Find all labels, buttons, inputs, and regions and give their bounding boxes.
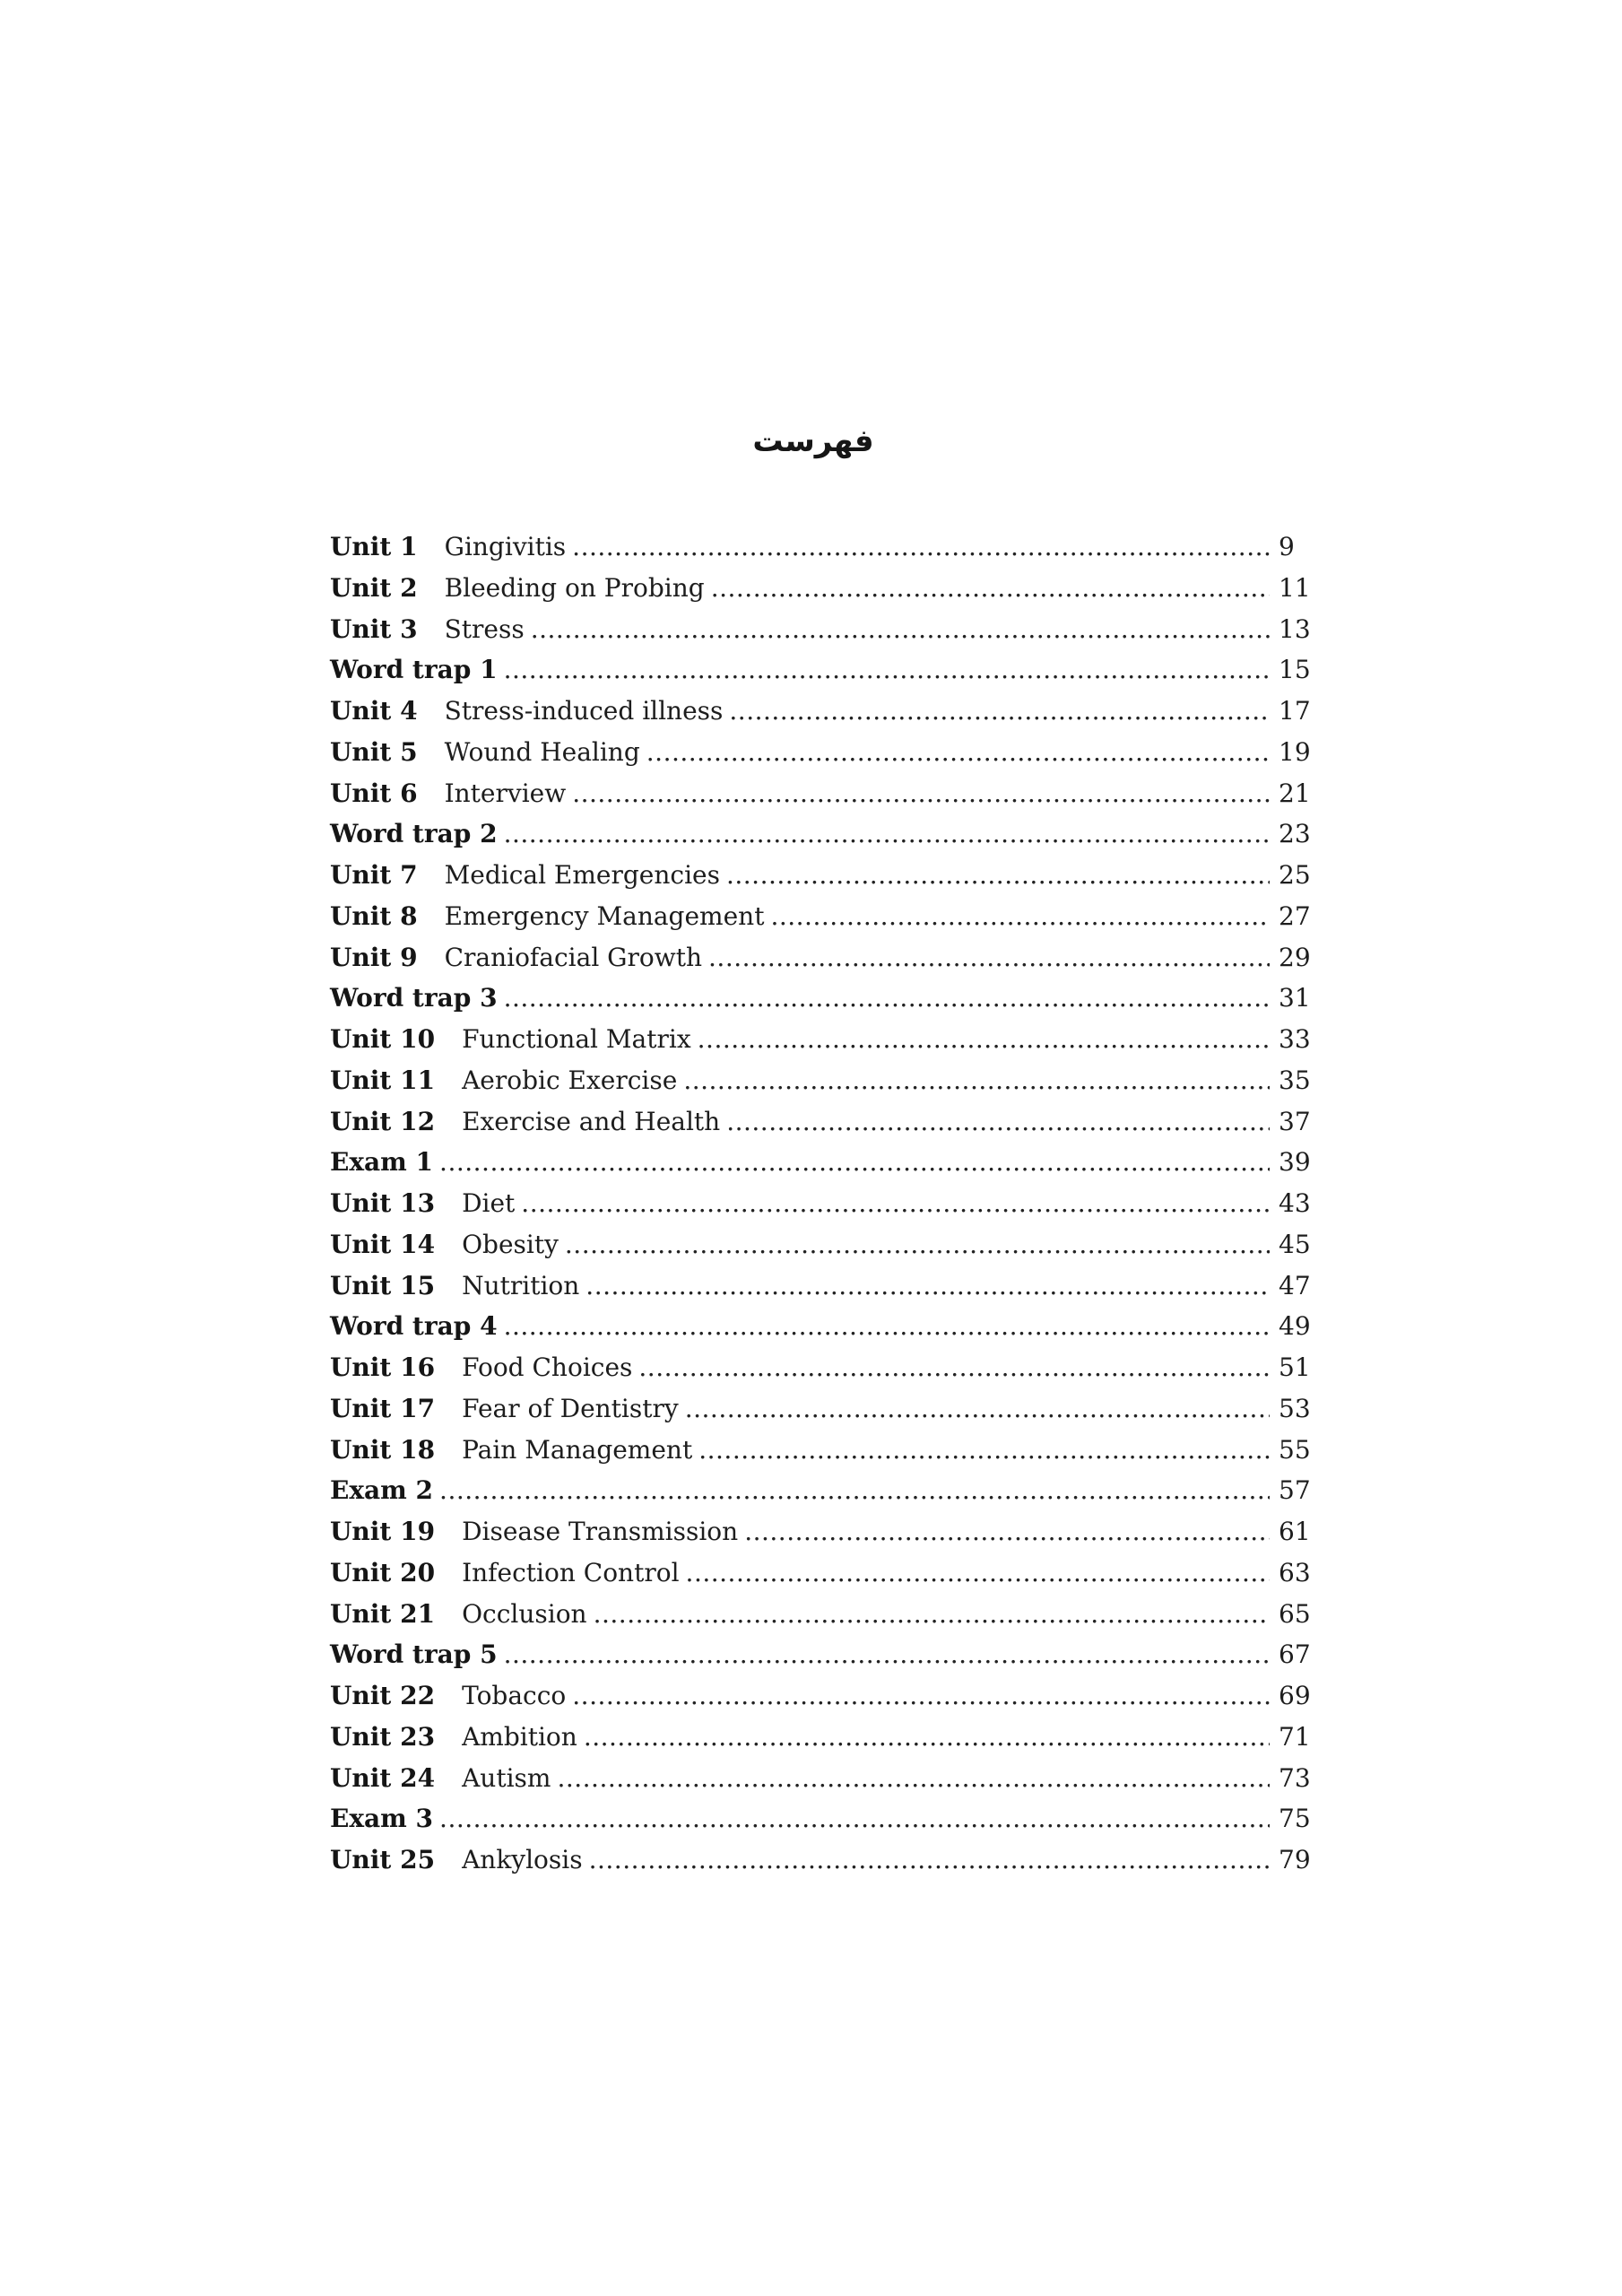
toc-entry [330, 1511, 1314, 1552]
entry-label: Word trap 4 [330, 1311, 498, 1342]
entry-label: Unit 13 [330, 1188, 436, 1218]
entry-title: Stress [444, 613, 525, 644]
dot-leader [708, 937, 1270, 978]
entry-label: Unit 4 [330, 696, 418, 726]
dot-leader [685, 1388, 1270, 1430]
entry-label: Unit 19 [330, 1517, 436, 1546]
dot-leader [726, 855, 1270, 896]
entry-label: Unit 5 [330, 736, 418, 767]
entry-label: Unit 22 [330, 1681, 436, 1710]
toc-entry [330, 1594, 1314, 1635]
entry-label: Unit 20 [330, 1557, 436, 1587]
dot-leader [589, 1839, 1270, 1881]
entry-title: Bleeding on Probing [444, 572, 705, 603]
entry-label: Unit 8 [330, 900, 418, 931]
dot-leader [504, 1634, 1270, 1675]
entry-title: Stress-induced illness [444, 696, 724, 726]
toc-entry [330, 1634, 1314, 1675]
toc-entry [330, 1552, 1314, 1594]
toc-entry [330, 1142, 1314, 1183]
page-title: فهرست [752, 423, 874, 459]
entry-title: Pain Management [462, 1434, 693, 1465]
entry-title: Infection Control [462, 1557, 680, 1587]
entry-title: Interview [444, 778, 567, 808]
dot-leader [531, 609, 1270, 650]
entry-page-number: 9 [1279, 532, 1295, 561]
toc-entry [330, 568, 1314, 609]
toc-entry [330, 1430, 1314, 1471]
entry-page-number: 71 [1279, 1721, 1311, 1752]
dot-leader [521, 1183, 1270, 1224]
entry-page-number: 57 [1279, 1475, 1311, 1506]
toc-entry [330, 1019, 1314, 1060]
entry-page-number: 21 [1279, 778, 1311, 808]
entry-label: Word trap 1 [330, 655, 498, 685]
entry-title: Disease Transmission [462, 1517, 739, 1546]
entry-page-number: 51 [1279, 1352, 1311, 1382]
toc-entry [330, 691, 1314, 732]
entry-title: Occlusion [462, 1598, 587, 1629]
entry-title: Diet [462, 1188, 516, 1218]
entry-page-number: 67 [1279, 1639, 1311, 1670]
entry-label: Unit 6 [330, 778, 418, 808]
entry-page-number: 31 [1279, 983, 1311, 1013]
entry-page-number: 73 [1279, 1762, 1311, 1793]
entry-page-number: 25 [1279, 860, 1311, 890]
entry-page-number: 69 [1279, 1681, 1311, 1710]
entry-title: Wound Healing [444, 736, 640, 767]
toc-entry [330, 1060, 1314, 1101]
toc-entry [330, 1470, 1314, 1511]
entry-title: Medical Emergencies [444, 860, 720, 890]
entry-page-number: 45 [1279, 1229, 1311, 1259]
toc-entry [330, 1758, 1314, 1799]
dot-leader [504, 978, 1270, 1019]
entry-page-number: 37 [1279, 1106, 1311, 1136]
dot-leader [504, 649, 1270, 691]
dot-leader [584, 1717, 1270, 1758]
entry-title: Aerobic Exercise [462, 1065, 678, 1095]
toc-entry [330, 732, 1314, 773]
entry-title: Nutrition [462, 1270, 580, 1300]
entry-label: Unit 17 [330, 1393, 436, 1423]
dot-leader [698, 1430, 1270, 1471]
toc-entry [330, 978, 1314, 1019]
entry-title: Ambition [462, 1721, 577, 1752]
entry-page-number: 19 [1279, 736, 1311, 767]
entry-page-number: 29 [1279, 942, 1311, 972]
dot-leader [744, 1511, 1270, 1552]
entry-title: Food Choices [462, 1352, 633, 1382]
dot-leader [638, 1347, 1270, 1388]
toc-entry [330, 1101, 1314, 1143]
entry-title: Emergency Management [444, 900, 765, 931]
entry-label: Word trap 3 [330, 983, 498, 1013]
entry-page-number: 35 [1279, 1065, 1311, 1095]
entry-page-number: 65 [1279, 1598, 1311, 1629]
entry-label: Exam 3 [330, 1804, 434, 1834]
dot-leader [565, 1224, 1270, 1265]
toc-entry [330, 1717, 1314, 1758]
entry-page-number: 75 [1279, 1804, 1311, 1834]
toc-entry [330, 526, 1314, 568]
entry-title: Gingivitis [444, 532, 567, 561]
entry-label: Unit 18 [330, 1434, 436, 1465]
entry-title: Tobacco [462, 1681, 567, 1710]
entry-label: Unit 21 [330, 1598, 436, 1629]
entry-page-number: 17 [1279, 696, 1311, 726]
toc-entry [330, 855, 1314, 896]
toc-entry [330, 773, 1314, 814]
entry-label: Exam 2 [330, 1475, 434, 1506]
dot-leader [729, 691, 1270, 732]
entry-page-number: 63 [1279, 1557, 1311, 1587]
toc-entry [330, 1388, 1314, 1430]
entry-title: Obesity [462, 1229, 559, 1259]
entry-page-number: 11 [1279, 572, 1311, 603]
toc-entry [330, 1347, 1314, 1388]
entry-label: Unit 7 [330, 860, 418, 890]
entry-label: Unit 1 [330, 532, 418, 561]
entry-label: Unit 10 [330, 1024, 436, 1054]
entry-title: Exercise and Health [462, 1106, 721, 1136]
toc-entry [330, 1183, 1314, 1224]
dot-leader [572, 773, 1270, 814]
entry-title: Craniofacial Growth [444, 942, 703, 972]
dot-leader [572, 526, 1270, 568]
entry-label: Exam 1 [330, 1147, 434, 1178]
dot-leader [594, 1594, 1270, 1635]
toc-entry [330, 937, 1314, 978]
entry-page-number: 15 [1279, 655, 1311, 685]
entry-title: Ankylosis [462, 1845, 583, 1874]
entry-page-number: 49 [1279, 1311, 1311, 1342]
entry-label: Unit 16 [330, 1352, 436, 1382]
entry-page-number: 53 [1279, 1393, 1311, 1423]
dot-leader [557, 1758, 1270, 1799]
entry-page-number: 43 [1279, 1188, 1311, 1218]
entry-label: Unit 14 [330, 1229, 436, 1259]
dot-leader [439, 1798, 1270, 1839]
dot-leader [698, 1019, 1270, 1060]
dot-leader [726, 1101, 1270, 1143]
entry-label: Unit 24 [330, 1762, 436, 1793]
entry-label: Unit 23 [330, 1721, 436, 1752]
entry-label: Unit 3 [330, 613, 418, 644]
toc-entry [330, 1798, 1314, 1839]
dot-leader [683, 1060, 1270, 1101]
toc-list [330, 526, 1314, 1881]
dot-leader [572, 1675, 1270, 1717]
toc-entry [330, 609, 1314, 650]
entry-page-number: 27 [1279, 900, 1311, 931]
entry-label: Unit 15 [330, 1270, 436, 1300]
entry-label: Unit 12 [330, 1106, 436, 1136]
toc-entry [330, 649, 1314, 691]
entry-label: Unit 25 [330, 1845, 436, 1874]
toc-entry [330, 1675, 1314, 1717]
toc-entry [330, 896, 1314, 937]
entry-page-number: 39 [1279, 1147, 1311, 1178]
entry-label: Unit 11 [330, 1065, 436, 1095]
toc-entry [330, 1265, 1314, 1307]
toc-entry [330, 1306, 1314, 1347]
entry-page-number: 47 [1279, 1270, 1311, 1300]
dot-leader [439, 1470, 1270, 1511]
entry-title: Functional Matrix [462, 1024, 691, 1054]
entry-page-number: 23 [1279, 819, 1311, 849]
entry-title: Fear of Dentistry [462, 1393, 679, 1423]
dot-leader [711, 568, 1270, 609]
toc-entry [330, 1224, 1314, 1265]
entry-label: Unit 9 [330, 942, 418, 972]
entry-label: Word trap 5 [330, 1639, 498, 1670]
entry-page-number: 55 [1279, 1434, 1311, 1465]
toc-entry [330, 1839, 1314, 1881]
toc-entry [330, 813, 1314, 855]
entry-page-number: 13 [1279, 613, 1311, 644]
entry-label: Unit 2 [330, 572, 418, 603]
entry-page-number: 61 [1279, 1517, 1311, 1546]
dot-leader [439, 1142, 1270, 1183]
dot-leader [585, 1265, 1270, 1307]
entry-label: Word trap 2 [330, 819, 498, 849]
dot-leader [646, 732, 1270, 773]
entry-page-number: 79 [1279, 1845, 1311, 1874]
dot-leader [504, 1306, 1270, 1347]
dot-leader [770, 896, 1270, 937]
dot-leader [686, 1552, 1270, 1594]
dot-leader [504, 813, 1270, 855]
entry-title: Autism [462, 1762, 551, 1793]
entry-page-number: 33 [1279, 1024, 1311, 1054]
